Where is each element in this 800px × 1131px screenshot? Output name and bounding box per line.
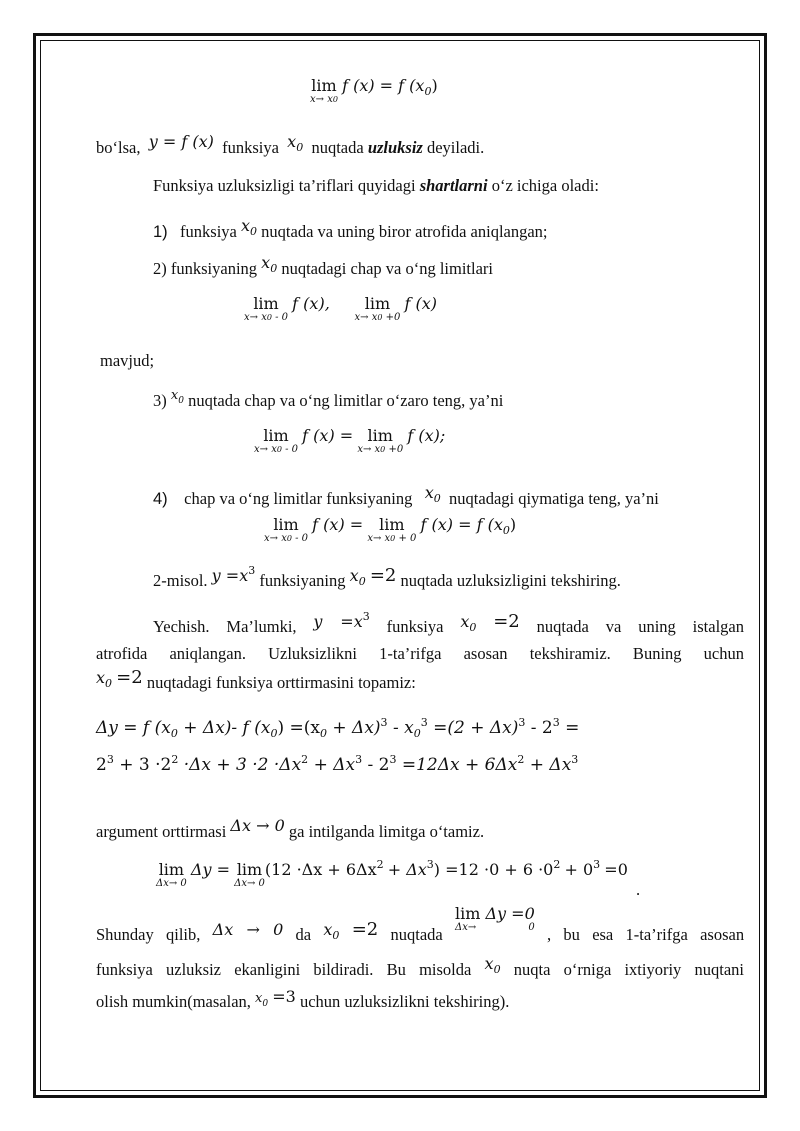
solution-line-1: Yechish. Ma’lumki, $y =x^3$ funksiya $x_0 =2$ nuqtada va uning istalgan <box>153 610 744 636</box>
conditions-intro: Funksiya uzluksizligi ta’riflari quyidagi shartlarni o‘z ichiga oladi: <box>153 176 599 195</box>
condition-1: 1) funksiya $x_0$ nuqtada va uning biror atrofida aniqlangan; <box>153 216 548 241</box>
conclusion-line-1: Shunday qilib, Δx → 0 da $x_0 =2$ nuqtada lim Δy =0 Δx→ 0 , bu esa 1-ta’rifga asosan <box>96 904 745 944</box>
conclusion-line-3: olish mumkin(masalan, $x_0 =3$ uchun uzluksizlikni tekshiring). <box>96 987 510 1011</box>
formula-limit-dot: . <box>636 880 641 899</box>
condition-3: 3) $^{x_0}$ nuqtada chap va o‘ng limitlar o‘zaro teng, ya’ni <box>153 388 504 410</box>
lim-operator: lim x→ x0 <box>310 76 338 105</box>
condition-2: 2) funksiyaning $x_0$ nuqtadagi chap va o‘ng limitlari <box>153 253 494 278</box>
solution-line-2: atrofida aniqlangan. Uzluksizlikni 1-ta’rifga asosan tekshiramiz. Buning uchun <box>96 644 744 663</box>
formula-one-sided-limits: lim x→ x0 - 0 f (x), lim x→ x0 +0 f (x) <box>244 294 438 323</box>
argument-line: argument orttirmasi Δx → 0 ga intilganda limitga o‘tamiz. <box>96 816 485 841</box>
formula-equal-limits: lim x→ x0 - 0 f (x) = lim x→ x0 +0 f (x); <box>254 426 446 455</box>
condition-4: 4) chap va o‘ng limitlar funksiyaning $x_0$ nuqtadagi qiymatiga teng, ya’ni <box>153 483 659 508</box>
example-2: 2-misol. $y =x^3$ funksiyaning $x_0 =2$ nuqtada uzluksizligini tekshiring. <box>153 564 621 590</box>
solution-line-3: $x_0 =2$ nuqtadagi funksiya orttirmasini topamiz: <box>96 667 416 692</box>
definition-line: bo‘lsa, y = f (x) funksiya $x_0$ nuqtada uzluksiz deyiladi. <box>96 132 485 157</box>
formula-increment-1: Δy = f $(x_0 + \Delta x)-$ f $(x_0) =(x_0 + \Delta x)^3 - x_0^3 =(2 + \Delta x)^3 - 2^3$ = <box>96 716 580 740</box>
formula-definition: lim x→ x0 f (x) = f $(x_0)$ <box>310 76 438 105</box>
text-mavjud: mavjud; <box>100 351 155 370</box>
formula-limit: lim Δx→ 0 Δy = lim Δx→ 0 $(12 \cdot\Delta x + 6\Delta x^2 + \Delta x^3) =12 \cdot 0 + 6 \cdot 0^2 + 0^3 =0$ <box>156 858 628 889</box>
conclusion-line-2: funksiya uzluksiz ekanligini bildiradi. Bu misolda $x_0$ nuqta o‘rniga ixtiyoriy nuqtani <box>96 954 744 979</box>
formula-increment-2: $2^3 + 3 \cdot 2^2 \cdot\Delta x + 3 \cdot 2 \cdot\Delta x^2 + \Delta x^3 - 2^3 =12\Delta x + 6\Delta x^2 + \Delta x^3$ <box>96 753 579 775</box>
formula-continuity: lim x→ x0 - 0 f (x) = lim x→ x0 + 0 f (x) = f $(x_0)$ <box>264 515 517 544</box>
